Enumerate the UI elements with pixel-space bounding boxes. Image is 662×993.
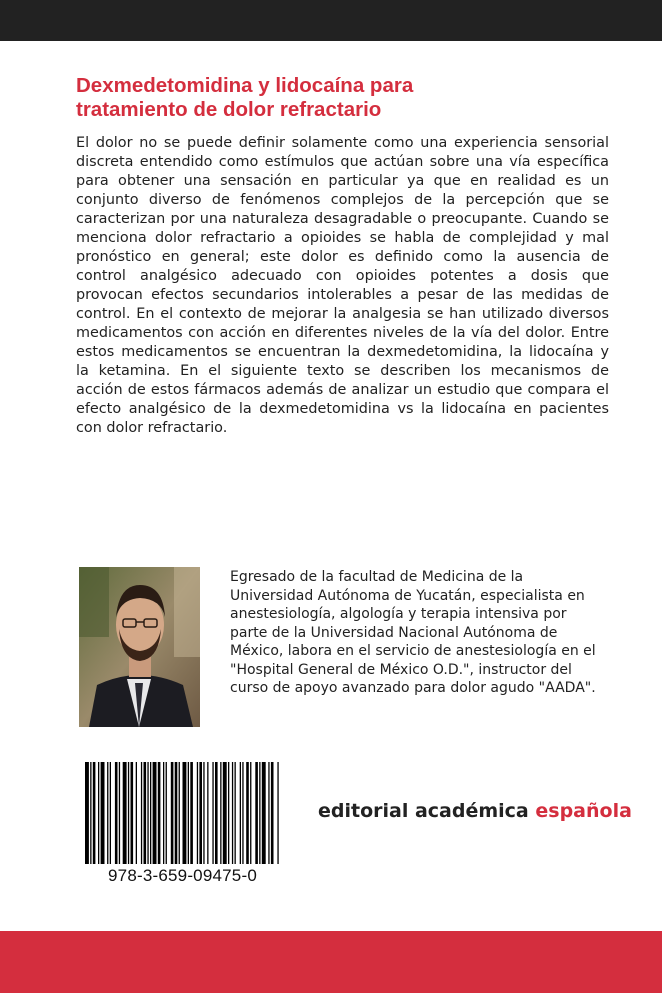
barcode-bar [220,762,221,864]
abstract-line: pronóstico en general; este dolor es definido como la ausencia de [76,249,609,265]
barcode-bar [179,762,180,864]
barcode-bar [232,762,233,864]
barcode-bar [98,762,99,864]
barcode-bar [246,762,249,864]
barcode-bar [262,762,266,864]
barcode-bar [228,762,229,864]
publisher-name: editorial académica [318,800,536,822]
abstract-line: acción de estos fármacos además de analizar un estudio que compara el [76,382,609,398]
barcode-bar [203,762,204,864]
barcode-bar [250,762,251,864]
barcode-bar [171,762,174,864]
barcode-bar [183,762,187,864]
barcode-bar [150,762,151,864]
title-line: Dexmedetomidina y lidocaína para [76,74,414,97]
abstract-line: control. En el contexto de mejorar la analgesia se han utilizado diversos [76,306,609,322]
abstract-line: provocan efectos secundarios intolerables a pesar de las medidas de [76,287,609,303]
barcode-bar [188,762,189,864]
abstract-line: medicamentos con acción en diferentes niveles de la vía del dolor. Entre [76,325,609,341]
isbn-barcode [85,762,280,864]
book-title [76,74,616,122]
barcode-bar [123,762,127,864]
abstract-line: control analgésico adecuado con opioides potentes a dosis que [76,268,609,284]
barcode-bar [199,762,202,864]
barcode-bar [119,762,120,864]
publisher-name-accent: española [535,800,632,822]
bio-line: curso de apoyo avanzado para dolor agudo "AADA". [230,680,596,696]
barcode-bar [147,762,148,864]
abstract-line: con dolor refractario. [76,420,228,436]
author-bio [230,568,620,698]
barcode-bar [190,762,193,864]
barcode-bar [110,762,111,864]
abstract-line: conjunto diverso de fenómenos complejos de la percepción que se [76,192,609,208]
abstract-line: efecto analgésico de la dexmedetomidina vs la lidocaína en pacientes [76,401,609,417]
barcode-bar [259,762,260,864]
barcode-bar [85,762,89,864]
bio-line: Universidad Autónoma de Yucatán, especialista en [230,587,585,604]
barcode-bar [223,762,227,864]
barcode-bar [131,762,134,864]
author-photo [79,567,200,727]
barcode-bar [255,762,258,864]
barcode-bar [197,762,198,864]
bio-line: "Hospital General de México O.D.", instructor del [230,661,572,678]
barcode-bar [93,762,96,864]
barcode-bar [115,762,118,864]
publisher-logo [318,800,632,822]
abstract-line: El dolor no se puede definir solamente como una experiencia sensorial [76,135,609,151]
barcode-bar [277,762,278,864]
bio-line: parte de la Universidad Nacional Autónoma de [230,624,558,641]
barcode-bar [90,762,91,864]
barcode-bar [240,762,241,864]
title-line: tratamiento de dolor refractario [76,98,382,121]
abstract-line: para obtener una sensación en particular ya que en realidad es un [76,173,609,189]
barcode-bar [271,762,274,864]
barcode-bar [163,762,164,864]
bio-line: anestesiología, algología y terapia intensiva por [230,606,567,622]
abstract-line: la ketamina. En el siguiente texto se describen los mecanismos de [76,363,609,379]
abstract-line: menciona dolor refractario a opioides se habla de complejidad y mal [76,230,609,246]
barcode-bar [212,762,213,864]
barcode-bar [128,762,129,864]
bottom-band [0,931,662,993]
barcode-bar [207,762,208,864]
barcode-bar [166,762,167,864]
barcode-bar [136,762,137,864]
abstract-line: caracterizan por una naturaleza desagradable o preocupante. Cuando se [76,211,609,227]
barcode-bar [158,762,161,864]
barcode-bar [101,762,105,864]
abstract-line: discreta entendido como estímulos que actúan sobre una vía específica [76,154,609,170]
barcode-bar [242,762,243,864]
top-band [0,0,662,41]
abstract-line: estos medicamentos se encuentran la dexmedetomidina, la lidocaína y [76,344,609,360]
bio-line: Egresado de la facultad de Medicina de la [230,569,524,585]
barcode-bar [175,762,178,864]
bio-line: México, labora en el servicio de anestesiología en el [230,643,596,659]
barcode-bar [235,762,236,864]
barcode-bar [215,762,218,864]
barcode-bar [153,762,157,864]
barcode-bar [107,762,108,864]
barcode-bar [141,762,142,864]
isbn-number: 978-3-659-09475-0 [108,866,257,885]
barcode-bar [144,762,147,864]
barcode-bar [268,762,269,864]
book-abstract [76,134,609,438]
